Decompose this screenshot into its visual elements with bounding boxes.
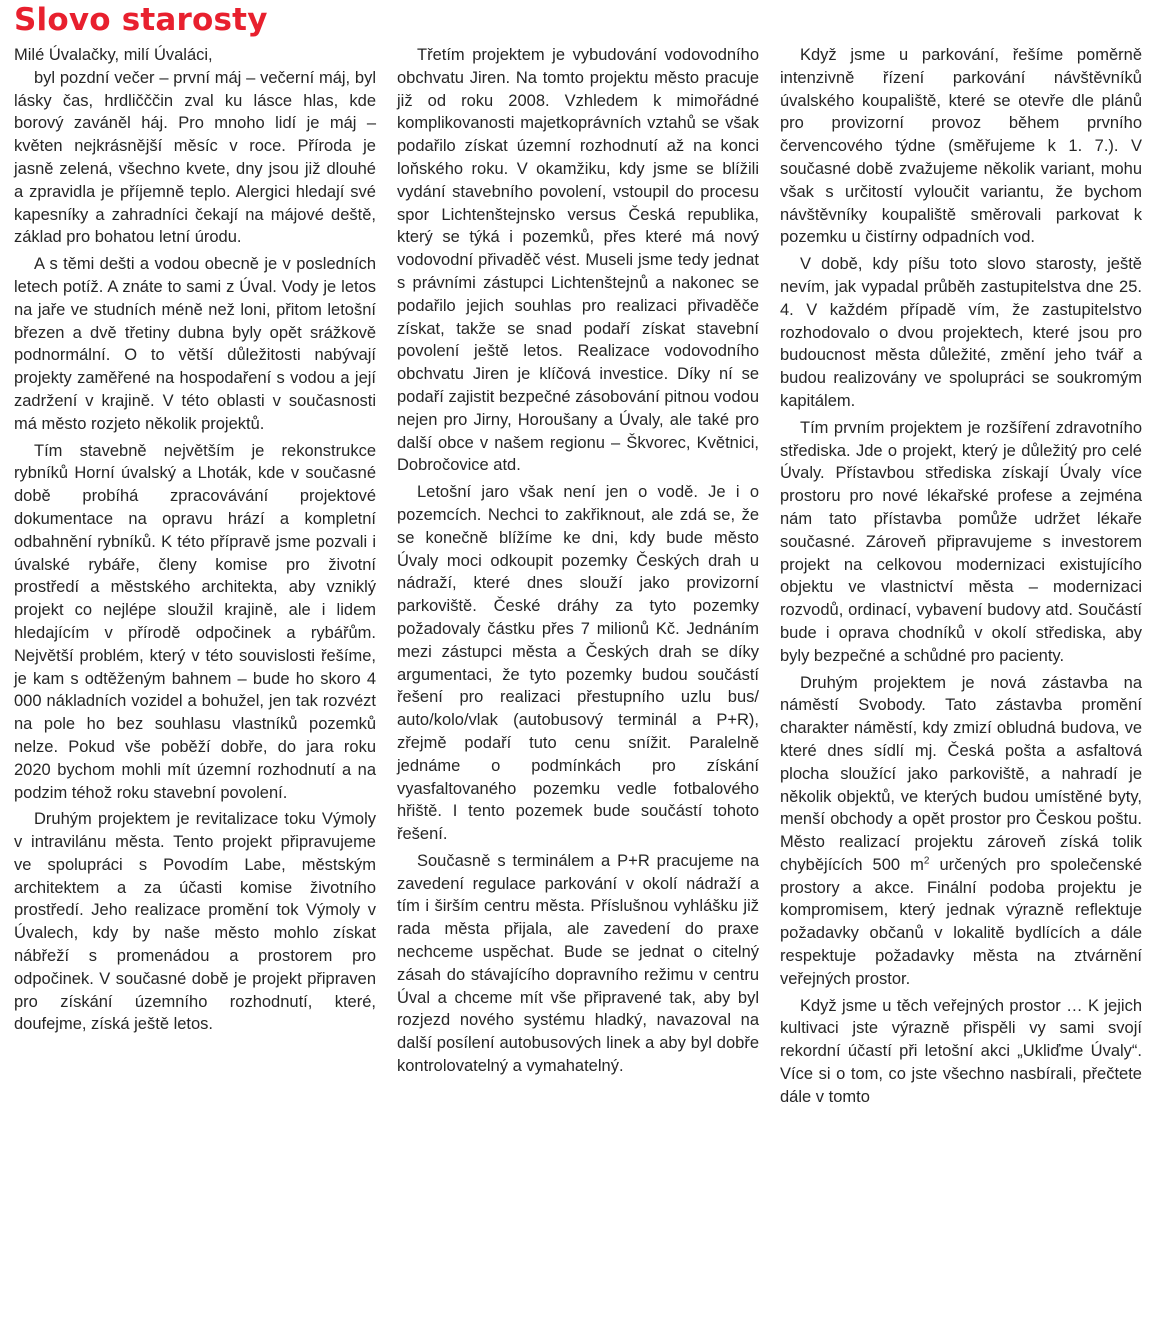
paragraph <box>780 672 1142 991</box>
column-2 <box>397 44 759 1113</box>
superscript: 2 <box>923 855 930 867</box>
salutation: Milé Úvalačky, milí Úvaláci, <box>14 46 213 64</box>
paragraph: Současně s terminálem a P+R pracujeme na zavedení regulace parkování v okolí nádraží a tím i širším centru města. Příslušnou vyhlášku již rada města přijala, ale zavedení do praxe nechceme uspěchat. Bude se jednat o citelný zásah do stávajícího dopravního režimu v centru Úval a chceme mít vše připravené tak, aby byl rozjezd nového systému hladký, navazoval na další posílení autobusových linek a aby byl dobře kontrolovatelný a vymahatelný. <box>397 851 759 1076</box>
column-1 <box>14 44 376 1113</box>
paragraph: V době, kdy píšu toto slovo starosty, ještě nevím, jak vypadal průběh zastupitelstva dne 25. 4. V každém případě vím, že zastupitelstvo rozhodovalo o dvou projektech, které jsou pro budoucnost města důležité, změní jeho tvář a budou realizovány ve spolupráci se soukromým kapitálem. <box>780 255 1142 410</box>
column-3 <box>780 44 1142 1113</box>
paragraph: A s těmi dešti a vodou obecně je v posledních letech potíž. A znáte to sami z Úval. Vody je letos na jaře ve studních méně než loni, přitom letošní březen a dvě třetiny dubna byly opět srážkově podnormální. O to větší důležitosti nabývají projekty zaměřené na hospodaření s vodou a její zadržení v krajině. V této oblasti v současnosti má město rozjeto několik projektů. <box>14 255 376 433</box>
paragraph: Tím stavebně největším je rekonstrukce rybníků Horní úvalský a Lhoták, kde v současné době probíhá zpracovávání projektové dokumentace na opravu hrází a kompletní odbahnění rybníků. K této přípravě jsme pozvali i úvalské rybáře, členy komise pro životní prostředí a městského architekta, aby vzniklý projekt co nejlépe sloužil krajině, ale i lidem hledajícím v přírodě odpočinek a rybářům. Největší problém, který v této souvislosti řešíme, je kam s odtěženým bahnem – bude ho skoro 4 000 nákladních vozidel a bohužel, jen tak rozvézt na pole ho bez souhlasu vlastníků pozemků nelze. Pokud vše poběží dobře, do jara roku 2020 bychom mohli mít územní rozhodnutí a na podzim téhož roku stavební povolení. <box>14 441 376 802</box>
article-title: Slovo starosty <box>14 2 268 38</box>
paragraph: Tím prvním projektem je rozšíření zdravotního střediska. Jde o projekt, který je důležitý pro celé Úvaly. Přístavbou střediska získají Úvaly více prostoru pro nové lékařské profese a zejména nám tato přístavba pomůže udržet lékaře současné. Zároveň připravujeme s investorem projekt na celkovou modernizaci existujícího objektu ve vlastnictví města – modernizaci rozvodů, ordinací, vybavení budovy atd. Součástí bude i oprava chodníků v okolí střediska, aby byly bezpečné a schůdné pro pacienty. <box>780 418 1142 665</box>
paragraph-text: určených pro společenské prostory a akce. Finální podoba projektu je kompromisem, který jednak výrazně reflektuje požadavky občanů v lokalitě bydlících a dále respektuje požadavky města na ztvárnění veřejných prostor. <box>780 855 1143 988</box>
paragraph: Když jsme u parkování, řešíme poměrně intenzivně řízení parkování návštěvníků úvalského koupaliště, které se otevře dle plánů pro provizorní provoz během prvního červencového týdne (směřujeme k 1. 7.). V současné době zvažujeme několik variant, mohu však s určitostí vyloučit variantu, že bychom návštěvníky koupaliště směrovali parkovat k pozemku u čistírny odpadních vod. <box>780 46 1142 247</box>
paragraph-text: Druhým projektem je nová zástavba na náměstí Svobody. Tato zástavba promění charakter náměstí, kdy zmizí obludná budova, ve které dnes sídlí mj. Česká pošta a asfaltová plocha sloužící jako parkoviště, a nahradí je několik objektů, ve kterých budou umístěné byty, menší obchody a opět prostor pro Českou poštu. Město realizací projektu zároveň získá tolik chybějících 500 m <box>780 673 1142 874</box>
paragraph: byl pozdní večer – první máj – večerní máj, byl lásky čas, hrdličččin zval ku lásce hlas, kde borový zaváněl háj. Pro mnoho lidí je máj – květen nejkrásnější měsíc v roce. Příroda je jasně zelená, všechno kvete, dny jsou již dlouhé a zpravidla je příjemně teplo. Alergici hledají své kapesníky a zahradníci čekají na májové deště, základ pro bohatou letní úrodu. <box>14 68 376 247</box>
paragraph: Třetím projektem je vybudování vodovodního obchvatu Jiren. Na tomto projektu město pracuje již od roku 2008. Vzhledem k mimořádné komplikovanosti majetkoprávních vztahů se však podařilo získat územní rozhodnutí až na konci loňského roku. V okamžiku, kdy jsme se blížili vydání stavebního povolení, vstoupil do procesu spor Lichtenštejnsko versus Česká republika, který se týká i pozemků, přes které má nový vodovodní přivaděč vést. Museli jsme tedy jednat s právními zástupci Lichtenštejnů a nakonec se podařilo jejich souhlas pro realizaci přivaděče získat, takže se snad podaří získat stavební povolení ještě letos. Realizace vodovodního obchvatu Jiren je klíčová investice. Díky ní se podaří zajistit bezpečné zásobování pitnou vodou nejen pro Jirny, Horoušany a Úvaly, ale také pro další obce v našem regionu – Škvorec, Květnici, Dobročovice atd. <box>397 46 759 475</box>
paragraph: Když jsme u těch veřejných prostor … K jejich kultivaci jste výrazně přispěli vy sami svojí rekordní účastí při letošní akci „Ukliďme Úvaly“. Více si o tom, co jste všechno nasbírali, přečtete dále v tomto <box>780 996 1142 1106</box>
paragraph: Letošní jaro však není jen o vodě. Je i o pozemcích. Nechci to zakřiknout, ale zdá se, že se konečně blížíme ke dni, kdy bude město Úvaly moci odkoupit pozemky Českých drah u nádraží, které dnes slouží jako provizorní parkoviště. České dráhy za tyto pozemky požadovaly částku přes 7 milionů Kč. Jednáním mezi zástupci města a Českých drah se díky argumentaci, že tyto pozemky budou součástí řešení pro realizaci přestupního uzlu bus/ auto/kolo/vlak (autobusový terminál a P+R), zřejmě podaří tuto cenu snížit. Paralelně jednáme o podmínkách pro získání vyasfaltovaného pozemku vedle fotbalového hřiště. I tento pozemek bude součástí tohoto řešení. <box>397 483 759 844</box>
article-columns <box>14 44 1142 1113</box>
paragraph: Druhým projektem je revitalizace toku Výmoly v intravilánu města. Tento projekt připravujeme ve spolupráci s Povodím Labe, městským architektem a za účasti komise životního prostředí. Jeho realizace promění tok Výmoly v Úvalech, kdy by naše město mohlo získat nábřeží s promenádou a prostorem pro odpočinek. V současné době je projekt připraven pro získání územního rozhodnutí, které, doufejme, získá ještě letos. <box>14 810 376 1034</box>
